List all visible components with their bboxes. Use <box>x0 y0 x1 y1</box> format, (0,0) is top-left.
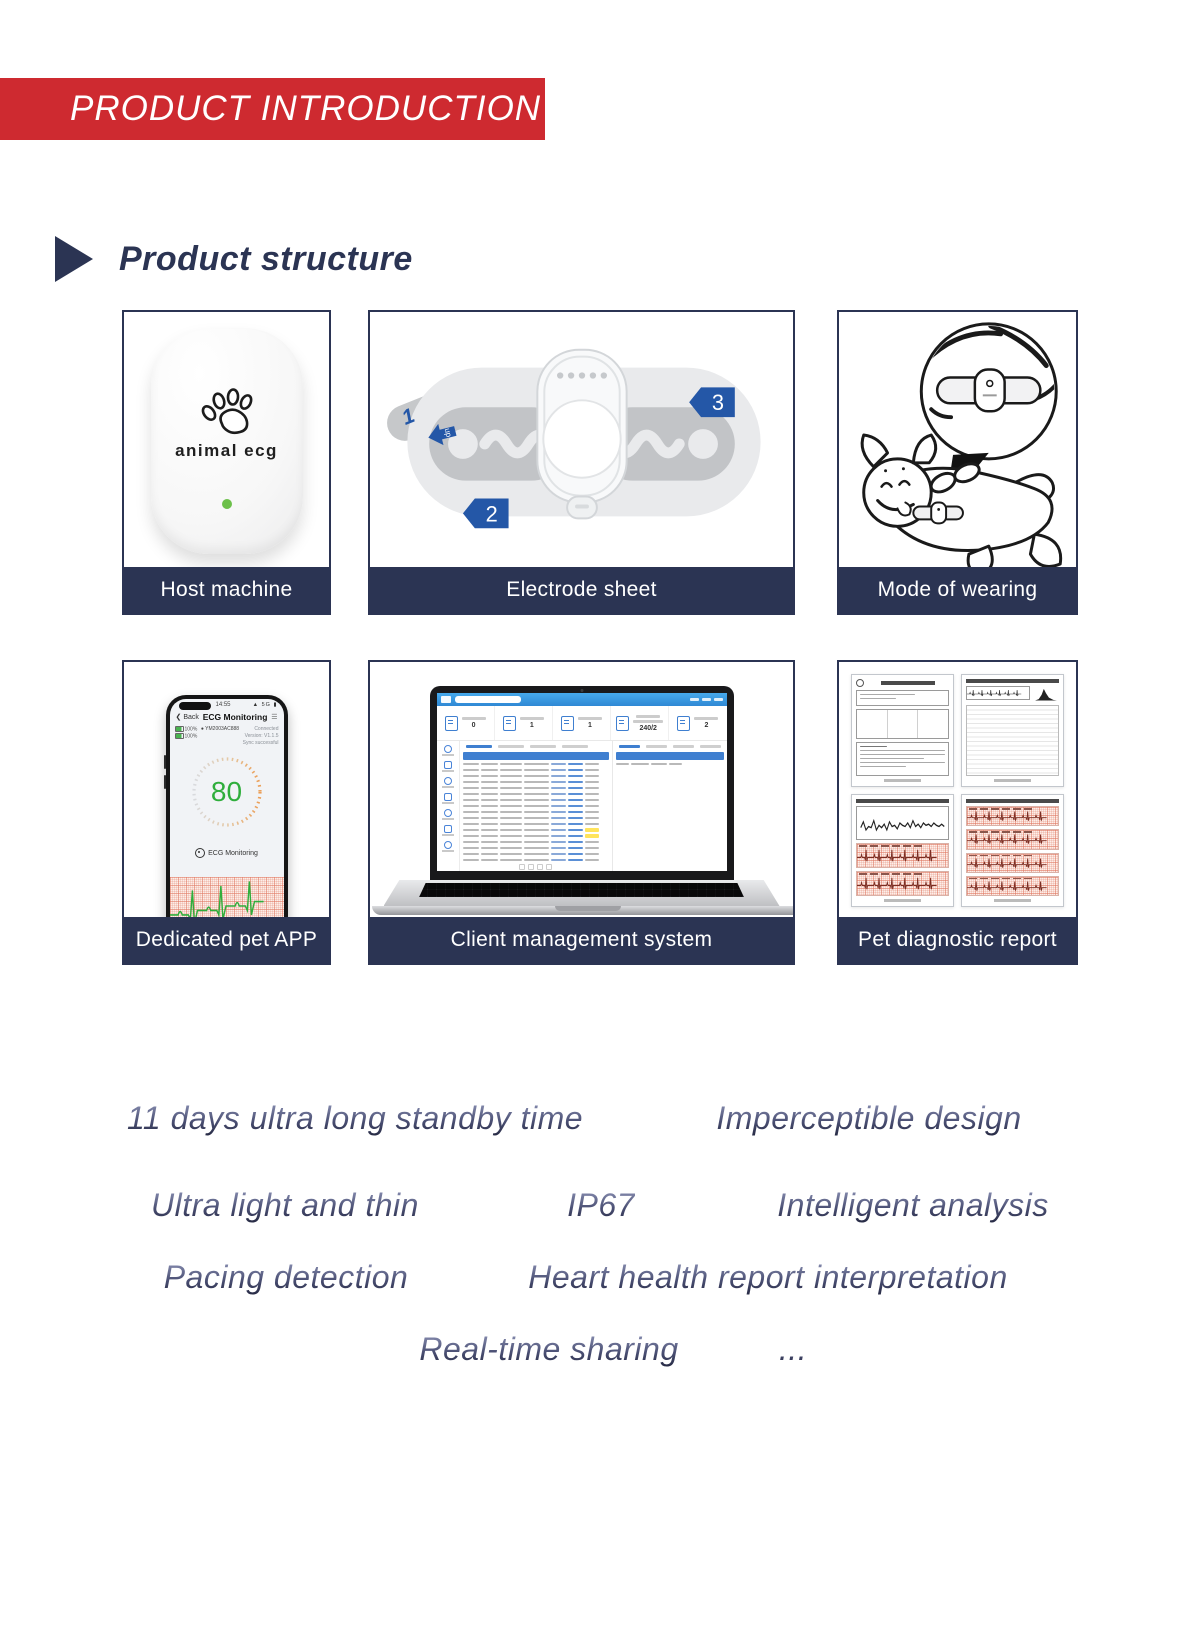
table-row <box>463 798 610 802</box>
electrode-marker-up: up <box>442 427 454 439</box>
device-id: ● YM2003AC888 <box>200 726 240 732</box>
feature-ultra-light: Ultra light and thin <box>151 1187 419 1223</box>
table-row <box>463 834 610 838</box>
ecg-strip <box>966 853 1059 873</box>
ecg-strip <box>856 871 949 896</box>
banner-title: PRODUCT INTRODUCTION <box>70 89 542 128</box>
system-logo <box>441 696 451 703</box>
detail-tabs <box>613 741 726 752</box>
feature-imperceptible-design: Imperceptible design <box>716 1100 1022 1136</box>
table-row <box>463 762 610 766</box>
electrode-sheet-image <box>370 312 793 567</box>
report-logo-icon <box>856 679 864 687</box>
diagnostic-report-label: Pet diagnostic report <box>839 917 1076 963</box>
document-icon <box>445 716 458 731</box>
table-rows <box>460 760 613 862</box>
stat-card: 240/2 <box>611 706 669 740</box>
document-icon <box>503 716 516 731</box>
laptop-base <box>372 906 794 915</box>
laptop-screen <box>430 686 734 880</box>
device-brand-text: animal ecg <box>175 441 278 460</box>
more-icon: ☰ <box>271 714 278 721</box>
battery-icon <box>175 726 184 732</box>
stat-cards <box>437 706 727 741</box>
report-page-table <box>961 674 1064 787</box>
laptop-keyboard <box>384 880 780 906</box>
host-machine-label: Host machine <box>124 567 329 613</box>
panel-electrode-sheet <box>368 310 795 615</box>
section-title: Product structure <box>119 239 413 278</box>
system-sidebar <box>437 741 460 871</box>
report-page-trend <box>851 794 954 907</box>
table-row <box>463 786 610 790</box>
play-triangle-icon <box>55 236 93 282</box>
app-header <box>170 708 284 724</box>
detail-row <box>616 762 723 766</box>
battery-icon <box>175 733 184 739</box>
detail-table <box>613 741 726 871</box>
table-row <box>463 852 610 856</box>
stat-card: 0 <box>437 706 495 740</box>
status-time: 14:55 <box>215 702 231 708</box>
pagination <box>460 862 613 871</box>
table-row <box>463 768 610 772</box>
table-row <box>463 810 610 814</box>
section-head <box>55 236 413 282</box>
status-signal-battery-icons: ▲ 5G ▮ <box>252 702 278 708</box>
table-row <box>463 792 610 796</box>
panel-diagnostic-report <box>837 660 1078 965</box>
ecg-monitoring-button: ECG Monitoring <box>170 848 284 858</box>
laptop <box>372 686 792 915</box>
table-header <box>463 752 610 760</box>
feature-report-interpretation: Heart health report interpretation <box>528 1259 1008 1295</box>
report-page-cover <box>851 674 954 787</box>
phone-screen <box>170 699 284 917</box>
document-icon <box>677 716 690 731</box>
feature-intelligent-analysis: Intelligent analysis <box>777 1187 1049 1223</box>
phone-power-button <box>164 775 166 789</box>
system-top-bar <box>437 693 727 706</box>
feature-ip67: IP67 <box>567 1187 635 1223</box>
document-icon <box>616 716 629 731</box>
client-system-image <box>370 662 793 917</box>
back-button: ❮ Back <box>175 714 199 721</box>
table-row <box>463 846 610 850</box>
ecg-strip <box>170 877 284 917</box>
system-search-box <box>455 696 521 703</box>
stat-card: 1 <box>495 706 553 740</box>
detail-header <box>616 752 723 760</box>
ecg-host-device <box>151 328 303 554</box>
ecg-strip <box>966 806 1059 826</box>
ecg-strip <box>856 843 949 868</box>
host-machine-image <box>124 312 329 567</box>
heart-rate-gauge <box>187 752 267 832</box>
ecg-strip <box>966 829 1059 849</box>
table-row <box>463 780 610 784</box>
histogram-icon <box>1033 686 1059 702</box>
panel-client-system <box>368 660 795 965</box>
led-indicator <box>222 499 232 509</box>
feature-pacing-detection: Pacing detection <box>163 1259 409 1295</box>
table-row <box>463 822 610 826</box>
table-row <box>463 828 610 832</box>
document-icon <box>561 716 574 731</box>
record-icon <box>195 848 205 858</box>
heart-rate-value: 80 <box>210 776 243 808</box>
electrode-marker-1: 1 <box>398 404 419 430</box>
table-tabs <box>460 741 613 752</box>
phone-volume-button <box>164 755 166 769</box>
stat-card: 1 <box>553 706 611 740</box>
stat-card: 2 <box>669 706 726 740</box>
banner <box>0 78 545 140</box>
webcam-icon <box>580 689 583 692</box>
feature-ellipsis: ... <box>778 1331 808 1367</box>
diagnostic-report-image <box>839 662 1076 917</box>
table-row <box>463 774 610 778</box>
camera-notch <box>179 702 211 710</box>
pet-app-label: Dedicated pet APP <box>124 917 329 963</box>
battery-levels: 100% 100% <box>175 726 198 746</box>
feature-standby-time: 11 days ultra long standby time <box>126 1100 584 1136</box>
table-row <box>463 840 610 844</box>
panel-pet-app <box>122 660 331 965</box>
connection-status: Connected Version: V1.1.5 Sync successful <box>242 726 279 746</box>
smartphone <box>166 695 288 917</box>
records-table <box>460 741 614 871</box>
mode-of-wearing-label: Mode of wearing <box>839 567 1076 613</box>
electrode-marker-3: 3 <box>711 390 725 416</box>
connection-info <box>170 724 284 746</box>
system-top-actions <box>690 698 723 701</box>
electrode-sheet-label: Electrode sheet <box>370 567 793 613</box>
app-title: ECG Monitoring <box>202 712 268 722</box>
feature-realtime-sharing: Real-time sharing <box>419 1331 679 1367</box>
panel-mode-of-wearing <box>837 310 1078 615</box>
report-page-strips <box>961 794 1064 907</box>
pet-app-image <box>124 662 329 917</box>
panel-host-machine <box>122 310 331 615</box>
client-system-label: Client management system <box>370 917 793 963</box>
electrode-marker-2: 2 <box>485 501 498 527</box>
paw-icon <box>196 386 258 440</box>
ecg-strip <box>966 876 1059 896</box>
table-row <box>463 804 610 808</box>
wearing-illustration <box>839 312 1076 567</box>
trend-chart <box>856 806 949 840</box>
table-row <box>463 816 610 820</box>
